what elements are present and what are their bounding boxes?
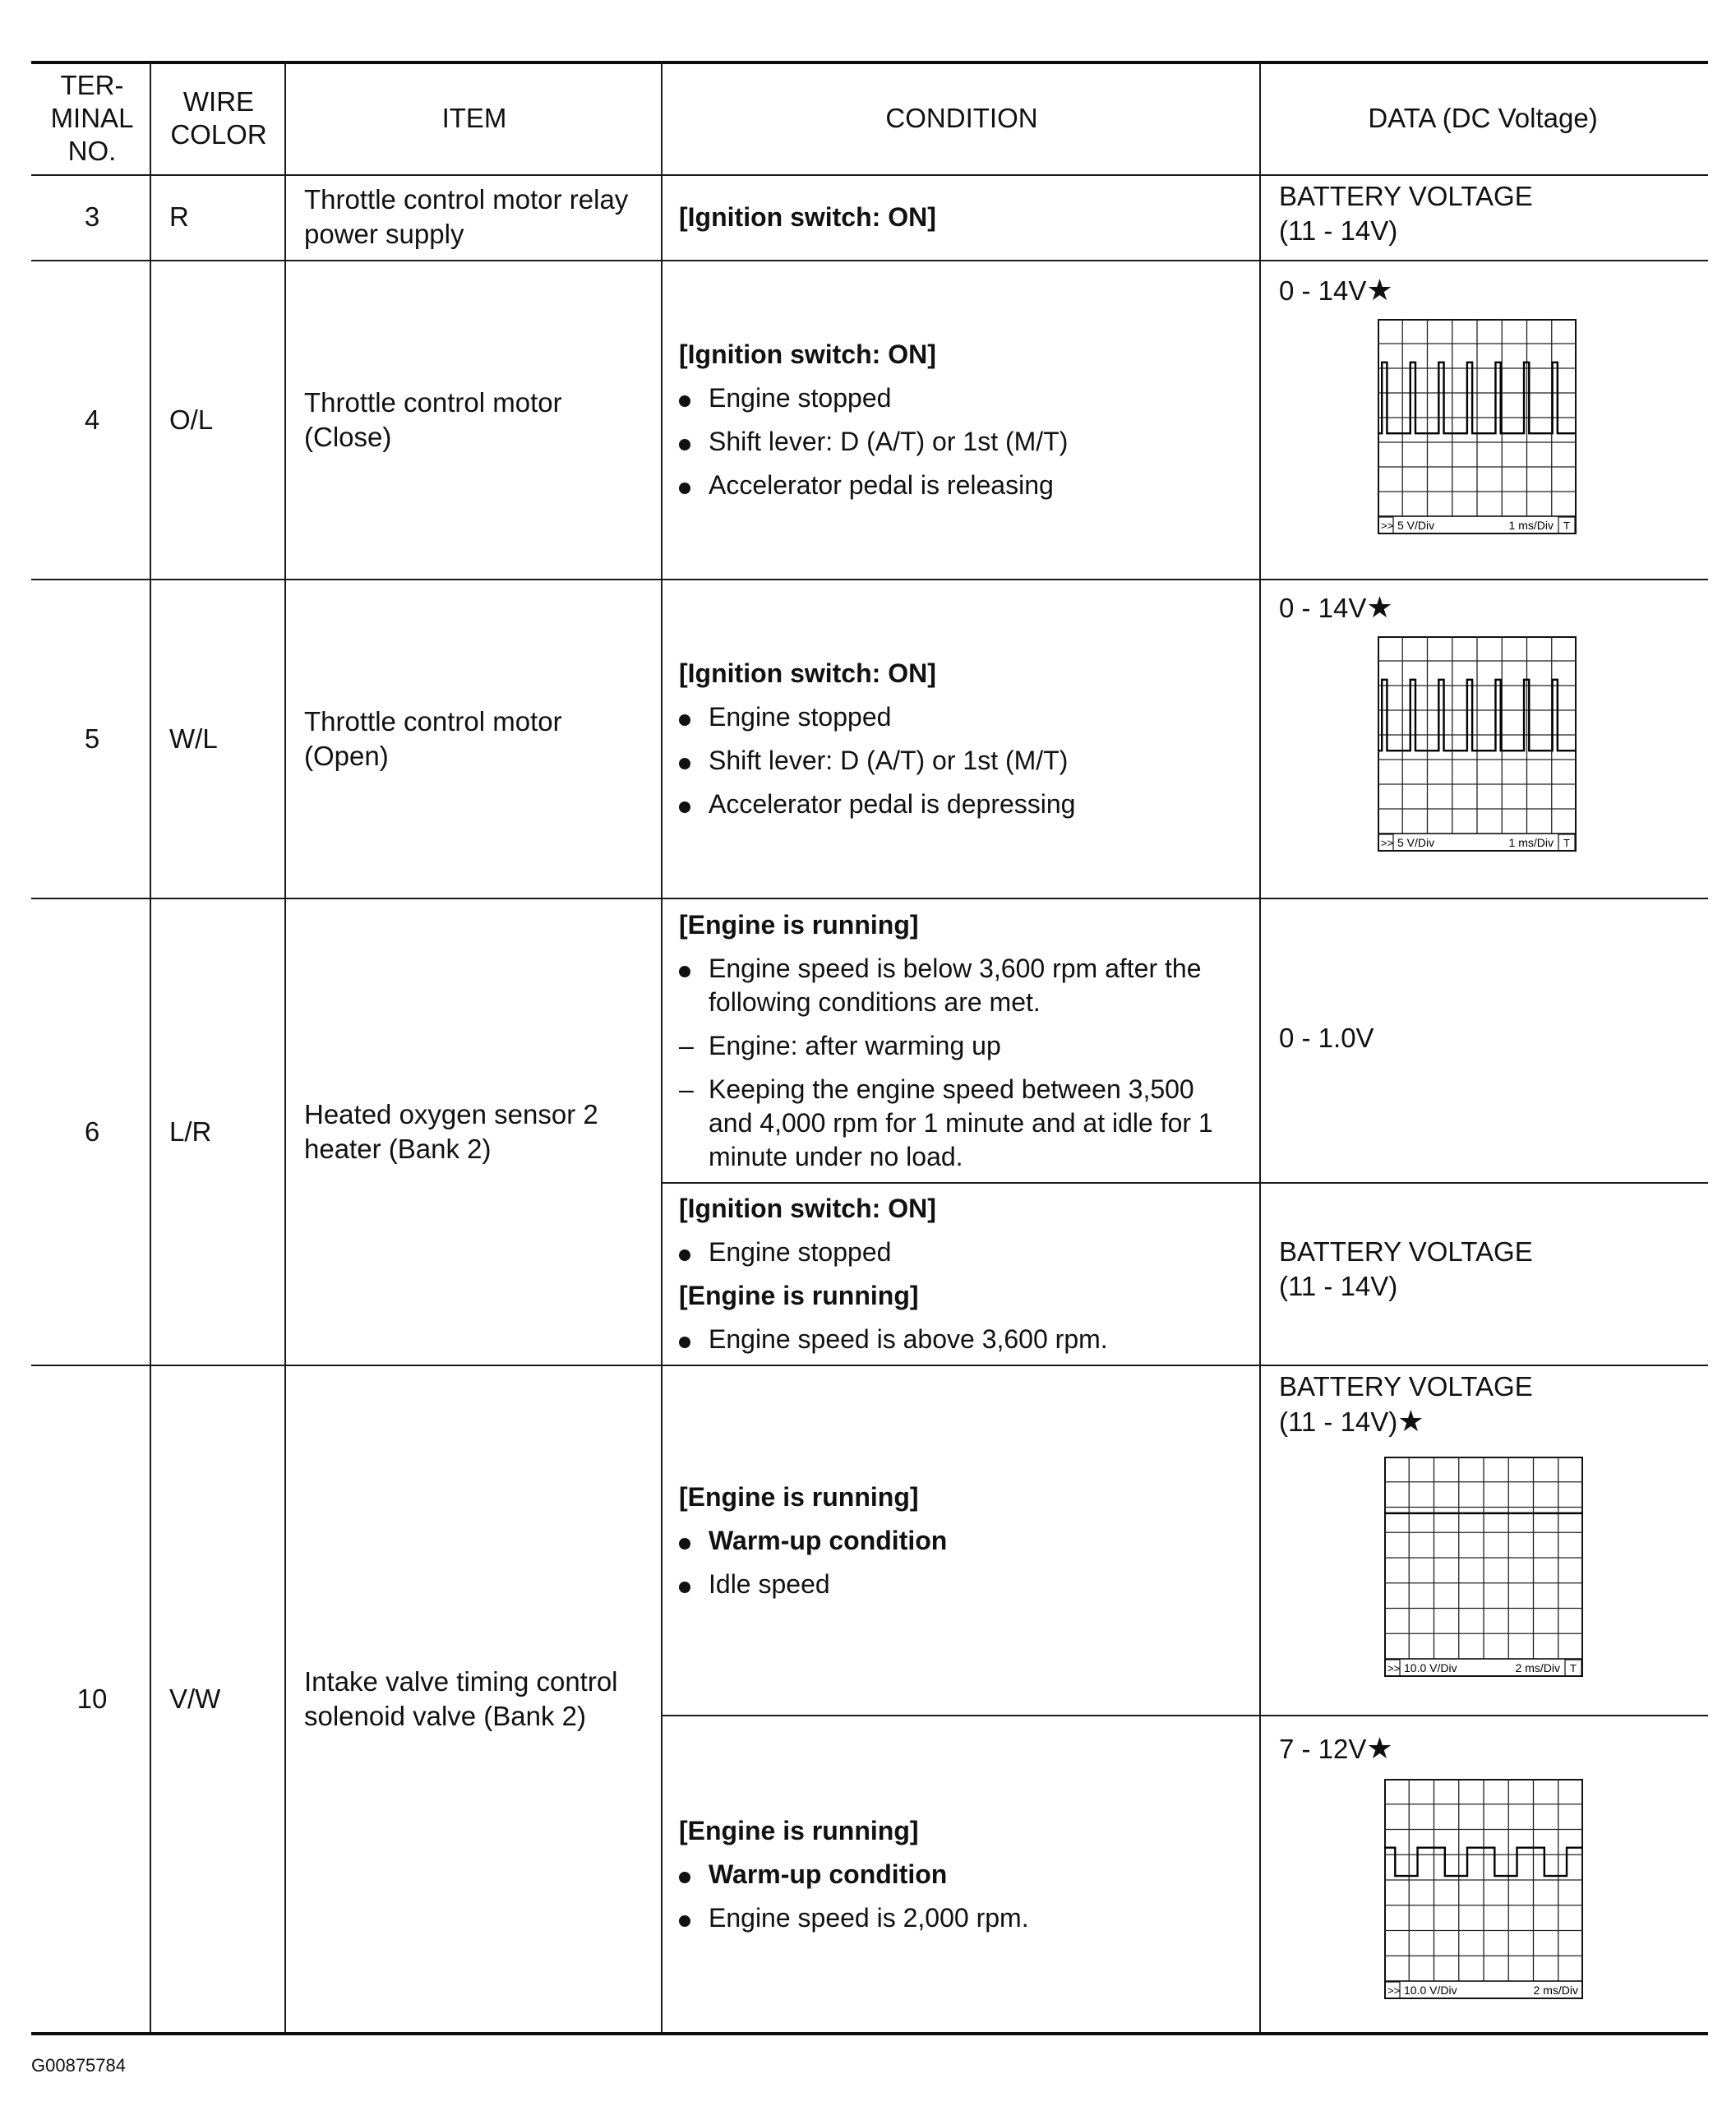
row-10b-data: 7 - 12V★ [1279,1731,1393,1765]
oscilloscope-grid [1384,1457,1583,1677]
condition-text: Engine speed is 2,000 rpm. [709,1902,1029,1933]
oscilloscope-grid [1384,1779,1583,1999]
condition-text: Engine stopped [709,702,892,732]
row-3-wire-color: R [169,201,189,232]
row-divider [31,579,1708,580]
condition-text: Engine stopped [709,383,892,413]
scope-volts-per-div: 5 V/Div [1397,836,1435,849]
oscilloscope-grid [1378,636,1577,852]
condition-bullet-item [679,425,1254,459]
scope-volts-per-div: 10.0 V/Div [1404,1661,1457,1674]
figure-id: G00875784 [31,2055,126,2076]
bullet-icon [679,469,709,502]
row-divider [31,898,1708,899]
row-6a-condition [679,899,1254,1182]
bullet-icon [679,1236,709,1269]
condition-text: Shift lever: D (A/T) or 1st (M/T) [709,746,1069,775]
header-terminal-no: TER- MINAL NO. [50,70,134,166]
row-5-terminal: 5 [84,723,100,754]
scope-trigger-mark: T [1563,837,1570,849]
condition-text: Shift lever: D (A/T) or 1st (M/T) [709,427,1069,456]
row-10b-condition [679,1716,1254,2032]
condition-bullet-item [679,1568,1254,1601]
bullet-icon [679,381,709,415]
row-4-wire-color: O/L [169,404,214,435]
scope-time-per-div: 1 ms/Div [1508,836,1554,849]
row-4-condition [679,261,1254,579]
condition-text: [Engine is running] [679,1815,919,1845]
row-10a-condition [679,1366,1254,1715]
scope-time-per-div: 1 ms/Div [1508,519,1554,532]
column-divider [1259,62,1261,2032]
bullet-icon [679,700,709,734]
condition-text: Keeping the engine speed between 3,500 and 4,000 rpm for 1 minute and at idle for 1 minute under no load. [709,1074,1213,1171]
row-5-oscilloscope [1378,636,1577,852]
condition-bullet-item [679,1323,1254,1356]
condition-text: Engine speed is below 3,600 rpm after the following conditions are met. [709,953,1202,1017]
scope-prefix: >> [1387,1662,1401,1674]
bullet-icon [679,1858,709,1891]
condition-heading [679,338,1254,372]
condition-bullet-item [679,744,1254,778]
scope-time-per-div: 2 ms/Div [1533,1984,1578,1997]
condition-bullet-item [679,1901,1254,1935]
condition-text: [Engine is running] [679,1281,919,1310]
condition-text: [Ignition switch: ON] [679,201,936,232]
column-divider [661,62,663,2032]
condition-text: Accelerator pedal is releasing [709,470,1054,500]
row-5-wire-color: W/L [169,723,218,754]
scope-time-per-div: 2 ms/Div [1515,1661,1560,1674]
scope-trigger-mark: T [1570,1662,1577,1674]
row-10b-oscilloscope [1384,1779,1583,1999]
dash-icon: – [679,1074,694,1104]
condition-bullet-item [679,1073,1254,1174]
condition-bullet-item [679,1029,1254,1063]
row-10-wire-color: V/W [169,1684,221,1714]
row-6-terminal: 6 [84,1116,100,1147]
row-10a-data: BATTERY VOLTAGE (11 - 14V)★ [1279,1371,1533,1438]
condition-text: Engine speed is above 3,600 rpm. [709,1324,1108,1354]
dash-icon: – [679,1030,694,1060]
row-6b-data: BATTERY VOLTAGE (11 - 14V) [1279,1236,1533,1301]
condition-text: Engine: after warming up [709,1030,1001,1060]
condition-text: [Ignition switch: ON] [679,658,936,688]
column-divider [150,62,151,2032]
header-condition: CONDITION [885,103,1038,133]
scope-volts-per-div: 10.0 V/Div [1404,1984,1457,1997]
condition-text: [Engine is running] [679,1481,919,1512]
scope-trigger-mark: T [1563,520,1570,532]
scope-volts-per-div: 5 V/Div [1397,519,1435,532]
row-4-item: Throttle control motor (Close) [304,387,562,452]
row-5-condition [679,580,1254,898]
header-wire-color: WIRE COLOR [170,86,267,150]
condition-heading [679,1279,1254,1313]
row-5-item: Throttle control motor (Open) [304,706,562,771]
table-bottom-border [31,2032,1708,2035]
condition-bullet-item [679,1524,1254,1558]
header-data: DATA (DC Voltage) [1368,103,1598,133]
condition-bullet-item [679,381,1254,415]
row-3-condition [679,176,1254,258]
bullet-icon [679,744,709,778]
bullet-icon [679,425,709,459]
row-4-oscilloscope [1378,319,1577,534]
row-6-wire-color: L/R [169,1116,212,1147]
row-10-item: Intake valve timing control solenoid valve (Bank 2) [304,1666,618,1731]
row-6b-condition [679,1184,1254,1365]
star-icon: ★ [1366,1731,1393,1765]
scope-prefix: >> [1381,837,1394,849]
sub-row-divider [663,1715,1708,1716]
condition-bullet-item [679,1236,1254,1269]
row-divider [31,260,1708,261]
condition-text: [Ignition switch: ON] [679,1194,936,1223]
sub-row-divider [663,1182,1708,1184]
oscilloscope-grid [1378,319,1577,534]
condition-bullet-item [679,952,1254,1019]
row-3-item: Throttle control motor relay power supply [304,184,629,249]
bullet-icon [679,952,709,986]
star-icon: ★ [1397,1404,1424,1438]
row-5-data: 0 - 14V★ [1279,590,1393,624]
condition-text: Accelerator pedal is depressing [709,789,1076,819]
condition-heading [679,657,1254,691]
condition-bullet-item [679,787,1254,821]
header-item: ITEM [441,103,507,133]
condition-heading [679,1192,1254,1226]
row-6a-data: 0 - 1.0V [1279,1023,1374,1053]
condition-bullet-item [679,700,1254,734]
condition-text: Warm-up condition [709,1525,948,1555]
row-3-terminal: 3 [84,201,100,232]
bullet-icon [679,787,709,821]
condition-heading [679,1814,1254,1848]
row-10-terminal: 10 [76,1684,108,1714]
condition-text: Engine stopped [709,1237,892,1267]
condition-text: Idle speed [709,1568,830,1599]
bullet-icon [679,1901,709,1935]
condition-heading [679,1480,1254,1514]
star-icon: ★ [1366,273,1393,307]
row-4-terminal: 4 [84,404,100,435]
header-divider [31,174,1708,176]
condition-text: Warm-up condition [709,1859,948,1889]
row-divider [31,1365,1708,1366]
column-divider [284,62,286,2032]
scope-prefix: >> [1381,520,1394,532]
condition-heading [679,908,1254,942]
condition-text: [Ignition switch: ON] [679,339,936,369]
scope-prefix: >> [1387,1984,1401,1997]
bullet-icon [679,1524,709,1558]
condition-heading [679,201,1254,234]
row-6-item: Heated oxygen sensor 2 heater (Bank 2) [304,1099,598,1164]
row-10a-oscilloscope [1384,1457,1583,1677]
condition-bullet-item [679,469,1254,502]
condition-text: [Engine is running] [679,909,919,940]
row-3-data: BATTERY VOLTAGE (11 - 14V) [1279,181,1533,246]
star-icon: ★ [1366,590,1393,624]
bullet-icon [679,1568,709,1601]
bullet-icon [679,1323,709,1356]
condition-bullet-item [679,1858,1254,1891]
table-top-border [31,61,1708,64]
row-4-data: 0 - 14V★ [1279,273,1393,307]
